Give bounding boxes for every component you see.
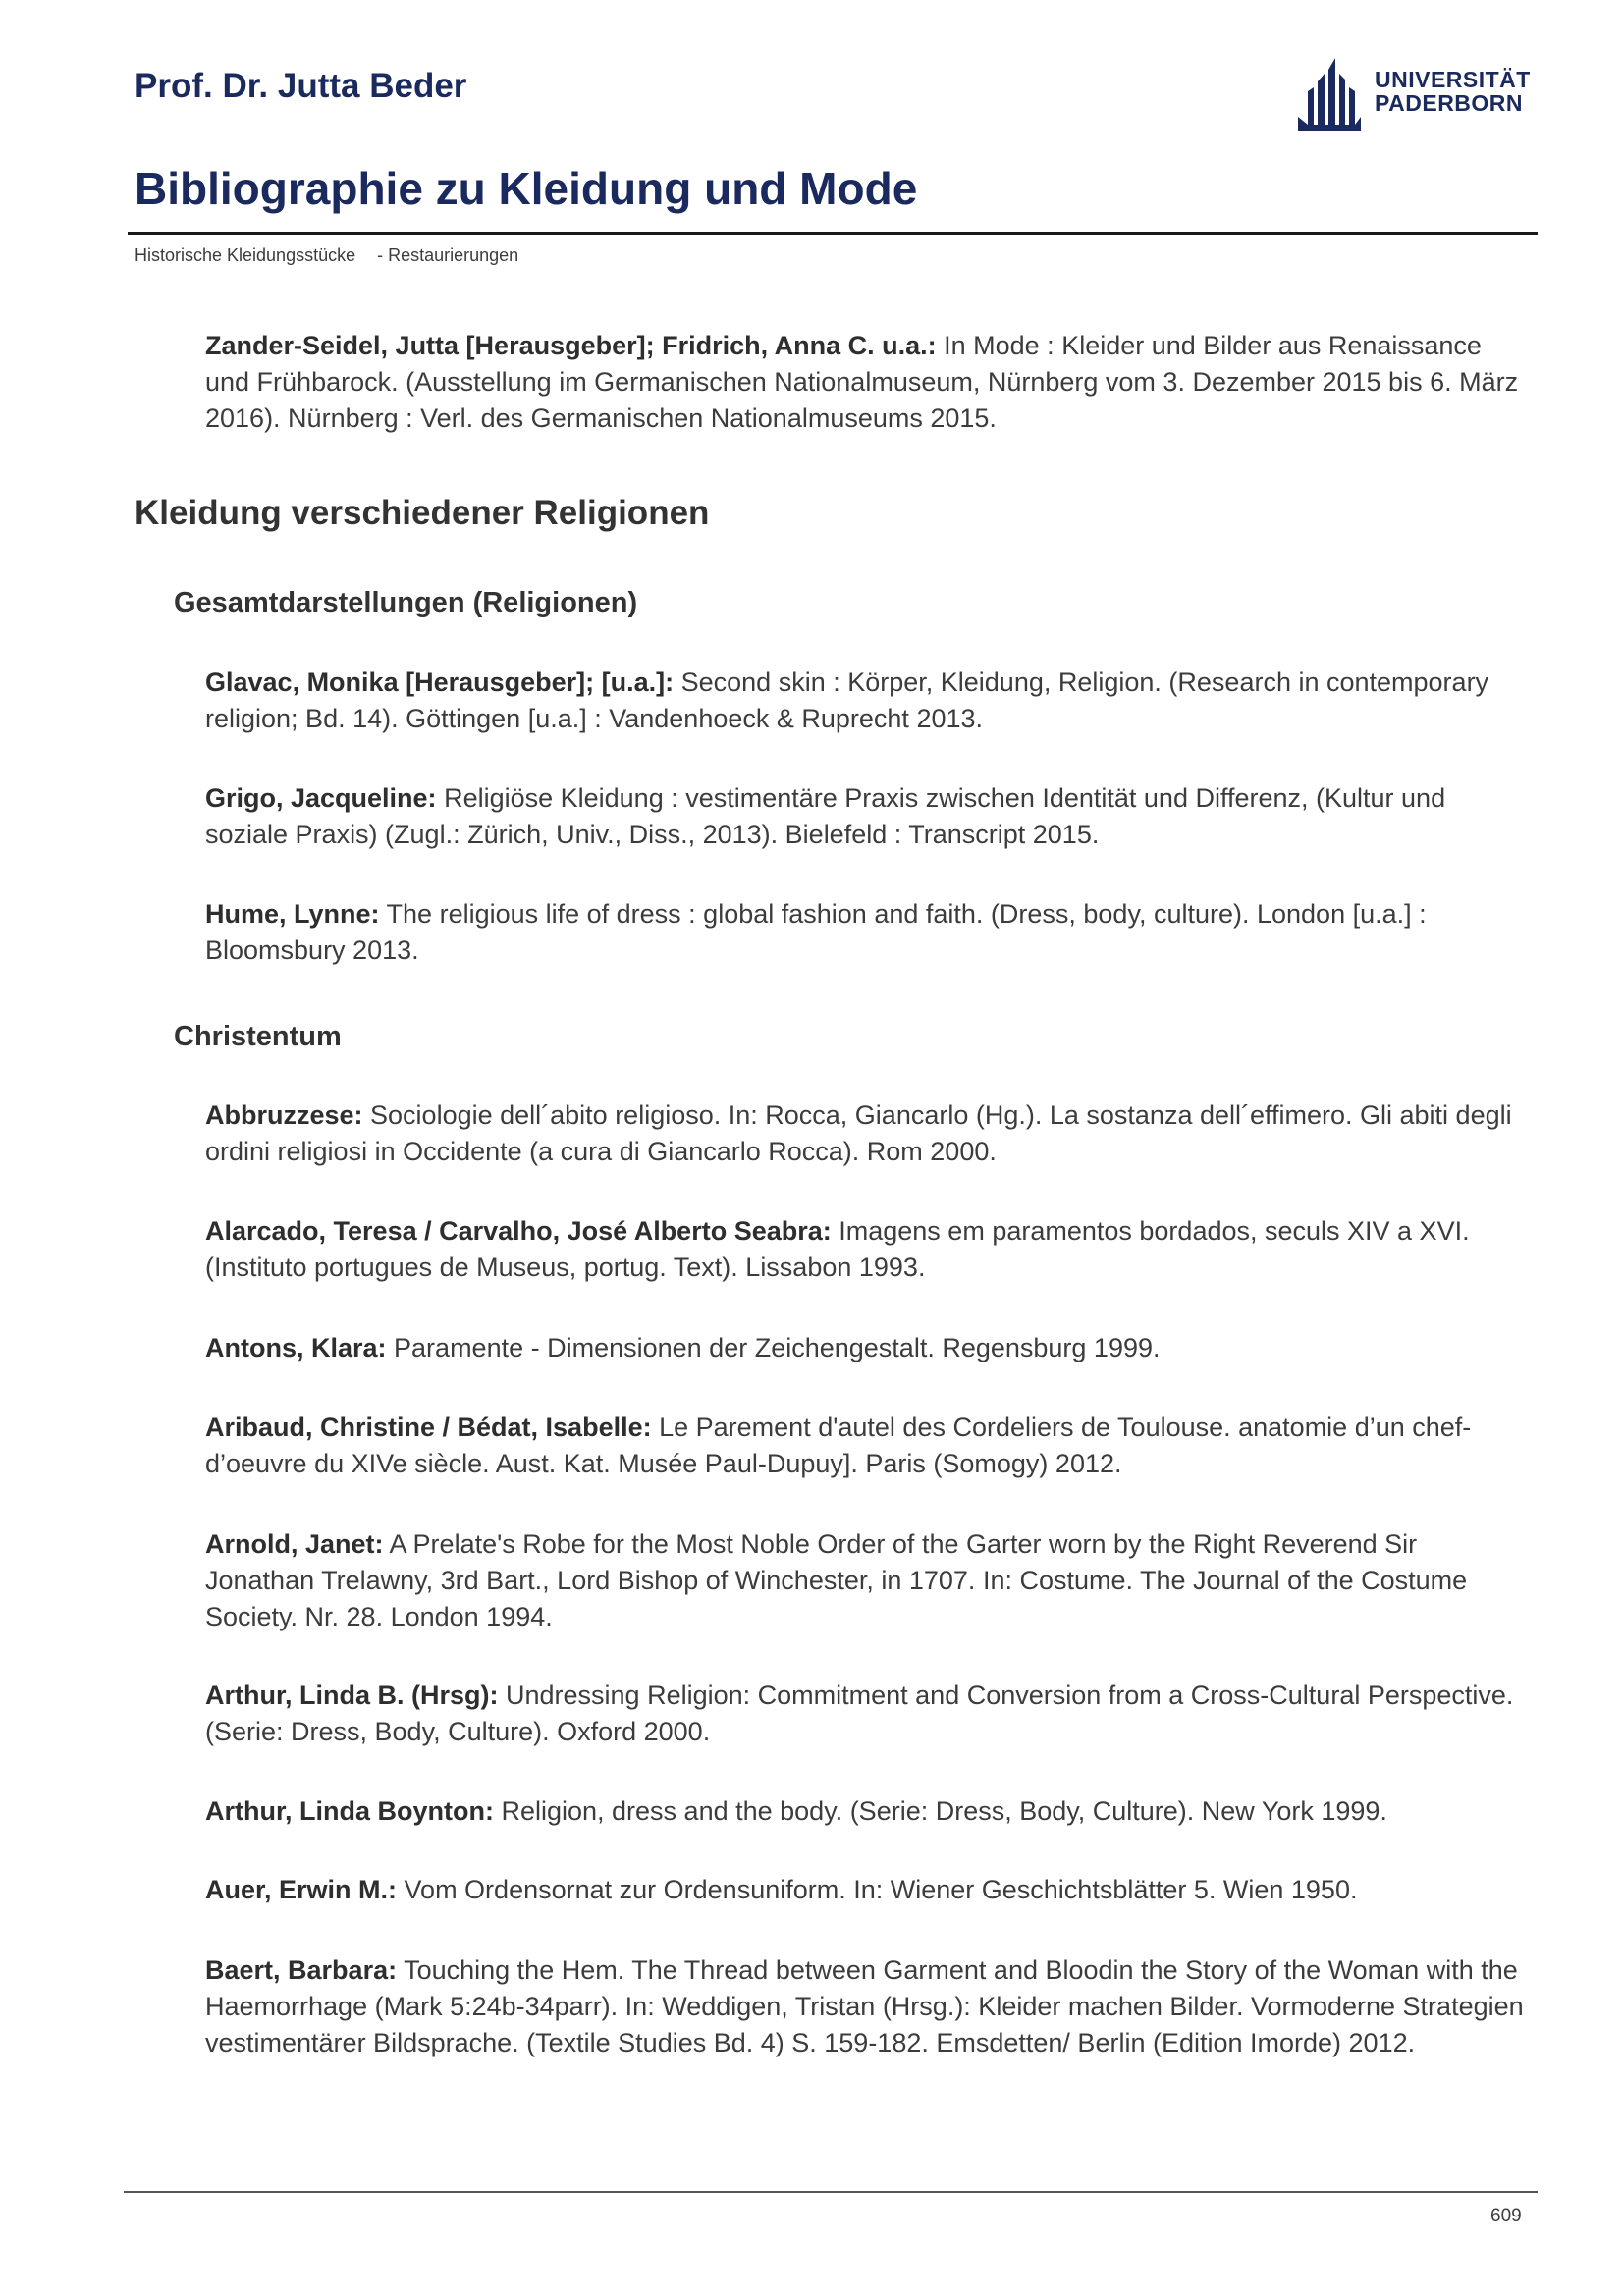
bib-author: Aribaud, Christine / Bédat, Isabelle:	[205, 1413, 652, 1442]
bib-text: Vom Ordensornat zur Ordensuniform. In: Wiener Geschichtsblätter 5. Wien 1950.	[397, 1875, 1358, 1904]
bib-author: Hume, Lynne:	[205, 899, 380, 929]
title-divider	[128, 232, 1538, 235]
subsection-heading: Gesamtdarstellungen (Religionen)	[174, 587, 638, 618]
bib-text: Undressing Religion: Commitment and Conversion from a Cross-Cultural Perspective. (Serie: Dress, Body, Culture). Oxford 2000.	[205, 1681, 1514, 1746]
bib-author: Arthur, Linda Boynton:	[205, 1796, 494, 1826]
bib-text: The religious life of dress : global fashion and faith. (Dress, body, culture). London [u.a.] : Bloomsbury 2013.	[205, 899, 1427, 965]
bib-entry	[205, 1526, 1526, 1635]
bib-entry	[205, 1872, 1526, 1908]
university-logo	[1294, 51, 1530, 132]
bib-text: Le Parement d'autel des Cordeliers de Toulouse. anatomie d’un chef-d’oeuvre du XIVe siècle. Aust. Kat. Musée Paul-Dupuy]. Paris (Somogy) 2012.	[205, 1413, 1472, 1478]
bib-author: Arnold, Janet:	[205, 1529, 384, 1559]
bib-text: Religiöse Kleidung : vestimentäre Praxis zwischen Identität und Differenz, (Kultur und soziale Praxis) (Zugl.: Zürich, Univ., Diss., 2013). Bielefeld : Transcript 2015.	[205, 783, 1446, 849]
page-number: 609	[1490, 2206, 1522, 2226]
bib-author: Glavac, Monika [Herausgeber]; [u.a.]:	[205, 667, 675, 697]
bib-entry	[205, 780, 1526, 853]
bib-entry	[205, 1793, 1526, 1830]
bib-entry	[205, 1952, 1526, 2061]
bib-text: Religion, dress and the body. (Serie: Dress, Body, Culture). New York 1999.	[493, 1796, 1387, 1826]
bib-entry	[205, 328, 1526, 437]
bib-entry	[205, 1330, 1526, 1366]
breadcrumb-part-2: - Restaurierungen	[377, 245, 519, 265]
bib-author: Baert, Barbara:	[205, 1955, 398, 1985]
bib-text: Imagens em paramentos bordados, seculs XIV a XVI. (Instituto portugues de Museus, portug. Text). Lissabon 1993.	[205, 1216, 1470, 1282]
bib-author: Antons, Klara:	[205, 1333, 387, 1362]
university-logo-text	[1375, 68, 1531, 115]
bib-text: A Prelate's Robe for the Most Noble Order of the Garter worn by the Right Reverend Sir Jonathan Trelawny, 3rd Bart., Lord Bishop of Winchester, in 1707. In: Costume. The Journal of the Costume Society. Nr. 28. London 1994.	[205, 1529, 1468, 1631]
bib-entry	[205, 665, 1526, 737]
bib-entry	[205, 1678, 1526, 1750]
bib-author: Auer, Erwin M.:	[205, 1875, 398, 1904]
logo-line-2: PADERBORN	[1375, 90, 1524, 116]
bib-author: Arthur, Linda B. (Hrsg):	[205, 1681, 499, 1710]
bib-author: Alarcado, Teresa / Carvalho, José Alberto Seabra:	[205, 1216, 832, 1246]
bib-author: Zander-Seidel, Jutta [Herausgeber]; Fridrich, Anna C. u.a.:	[205, 331, 937, 360]
bib-author: Abbruzzese:	[205, 1100, 363, 1130]
breadcrumb-part-1: Historische Kleidungsstücke	[135, 245, 356, 265]
bib-entry	[205, 1410, 1526, 1482]
bib-entry	[205, 1213, 1526, 1286]
logo-line-1: UNIVERSITÄT	[1375, 67, 1531, 92]
bib-author: Grigo, Jacqueline:	[205, 783, 437, 813]
bib-text: Sociologie dell´abito religioso. In: Rocca, Giancarlo (Hg.). La sostanza dell´effimero. Gli abiti degli ordini religiosi in Occidente (a cura di Giancarlo Rocca). Rom 2000.	[205, 1100, 1512, 1166]
subsection-heading: Christentum	[174, 1021, 342, 1052]
bib-text: In Mode : Kleider und Bilder aus Renaissance und Frühbarock. (Ausstellung im Germanischen Nationalmuseum, Nürnberg vom 3. Dezember 2015 bis 6. März 2016). Nürnberg : Verl. des Germanischen Nationalmuseums 2015.	[205, 331, 1519, 433]
document-title: Bibliographie zu Kleidung und Mode	[135, 163, 918, 214]
bib-entry	[205, 1097, 1526, 1170]
bib-text: Touching the Hem. The Thread between Garment and Bloodin the Story of the Woman with the Haemorrhage (Mark 5:24b-34parr). In: Weddigen, Tristan (Hrsg.): Kleider machen Bilder. Vormoderne Strategien vestimentärer Bildsprache. (Textile Studies Bd. 4) S. 159-182. Emsdetten/ Berlin (Edition Imorde) 2012.	[205, 1955, 1524, 2057]
bib-text: Second skin : Körper, Kleidung, Religion. (Research in contemporary religion; Bd. 14). Göttingen [u.a.] : Vandenhoeck & Ruprecht 2013.	[205, 667, 1489, 733]
section-heading: Kleidung verschiedener Religionen	[135, 494, 710, 532]
bib-entry	[205, 896, 1526, 969]
bib-text: Paramente - Dimensionen der Zeichengestalt. Regensburg 1999.	[386, 1333, 1161, 1362]
breadcrumb	[135, 245, 518, 266]
author-name: Prof. Dr. Jutta Beder	[135, 67, 467, 105]
university-logo-icon	[1294, 52, 1365, 131]
footer-divider	[124, 2191, 1538, 2193]
